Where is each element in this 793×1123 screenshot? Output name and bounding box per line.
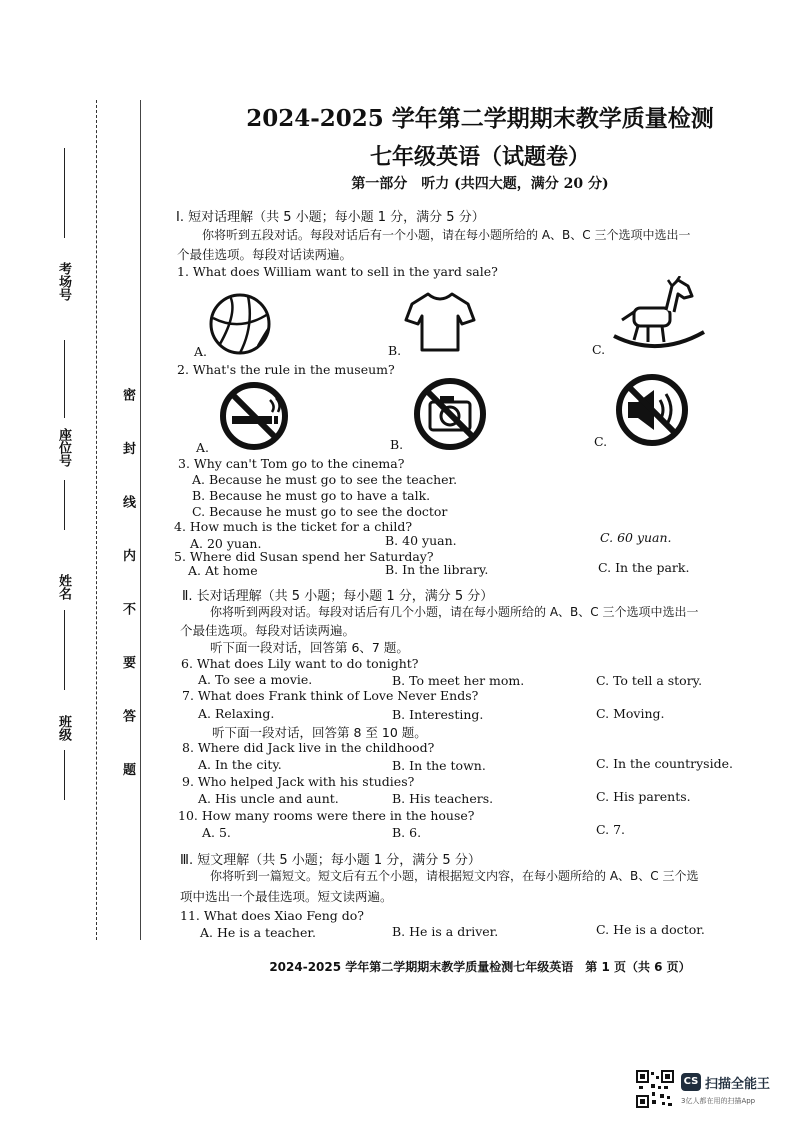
q10-option-c: C. 7. [596,822,625,837]
q11-option-a: A. He is a teacher. [200,925,316,940]
question-8: 8. Where did Jack live in the childhood? [182,740,435,755]
exam-subtitle: 七年级英语（试题卷） [369,144,590,170]
name-label: 姓名 [56,574,71,600]
binding-solid-line-left [140,100,142,940]
q6-option-c: C. To tell a story. [596,673,703,688]
section2-lead-2: 听下面一段对话，回答第 8 至 10 题。 [212,725,427,740]
page-footer: 2024-2025 学年第二学期期末教学质量检测七年级英语 第 1 页（共 6 页） [269,960,691,974]
q4-option-c: C. 60 yuan. [600,530,672,545]
question-2: 2. What's the rule in the museum? [177,362,395,377]
section1-heading: Ⅰ. 短对话理解（共 5 小题；每小题 1 分，满分 5 分） [176,210,485,225]
q1-option-c: C. [592,342,606,357]
q5-option-b: B. In the library. [385,562,489,577]
scanner-name: 扫描全能王 [705,1077,771,1092]
question-11: 11. What does Xiao Feng do? [180,908,365,923]
exam-title: 2024-2025 学年第二学期期末教学质量检测 [246,105,714,132]
scanner-logo-text: CS [683,1076,699,1087]
section1-instruction-1: 你将听到五段对话。每段对话后有一个小题，请在每小题所给的 A、B、C 三个选项中选出一 [202,228,691,242]
exam-room-label: 考场号 [56,262,71,301]
q2-option-c: C. [594,434,608,449]
q1-option-a: A. [194,344,208,359]
name-blank [64,610,65,690]
question-4: 4. How much is the ticket for a child? [174,519,413,534]
qr-code [636,1070,674,1112]
no-smoking-icon [218,380,290,452]
seat-no-label: 座位号 [56,428,71,467]
section3-heading: Ⅲ. 短文理解（共 5 小题；每小题 1 分，满分 5 分） [180,853,481,868]
section2-heading: Ⅱ. 长对话理解（共 5 小题；每小题 1 分，满分 5 分） [182,589,494,604]
section2-instruction-1: 你将听到两段对话。每段对话后有几个小题，请在每小题所给的 A、B、C 三个选项中选出一 [210,605,699,619]
seat-no-blank-2 [64,480,65,530]
q11-option-c: C. He is a doctor. [596,922,705,937]
class-blank [64,750,65,800]
binding-dashed-line [96,100,98,940]
exam-room-blank [64,148,65,238]
q6-option-b: B. To meet her mom. [392,673,525,688]
q7-option-c: C. Moving. [596,706,665,721]
q9-option-c: C. His parents. [596,789,691,804]
q10-option-b: B. 6. [392,825,422,840]
q8-option-b: B. In the town. [392,758,486,773]
q8-option-a: A. In the city. [198,757,282,772]
q1-option-b: B. [388,343,402,358]
t-shirt-icon [404,290,476,354]
q3-option-a: A. Because he must go to see the teacher. [192,472,458,487]
q6-option-a: A. To see a movie. [198,672,313,687]
question-6: 6. What does Lily want to do tonight? [181,656,419,671]
seal-line-text: 密 封 线 内 不 要 答 题 [120,388,135,794]
q3-option-c: C. Because he must go to see the doctor [192,504,448,519]
question-9: 9. Who helped Jack with his studies? [182,774,415,789]
question-7: 7. What does Frank think of Love Never Ends? [182,688,479,703]
q9-option-a: A. His uncle and aunt. [198,791,339,806]
q5-option-c: C. In the park. [598,560,690,575]
q4-option-b: B. 40 yuan. [385,533,457,548]
q7-option-a: A. Relaxing. [198,706,275,721]
section2-instruction-2: 个最佳选项。每段对话读两遍。 [180,623,356,638]
scanner-logo [681,1073,701,1091]
question-1: 1. What does William want to sell in the yard sale? [177,264,498,279]
section3-instruction-1: 你将听到一篇短文。短文后有五个小题，请根据短文内容，在每小题所给的 A、B、C 三个选 [210,869,699,883]
q3-option-b: B. Because he must go to have a talk. [192,488,431,503]
q10-option-a: A. 5. [202,825,231,840]
scanner-tagline: 3亿人都在用的扫描App [681,1097,756,1105]
no-camera-icon [412,376,488,452]
section1-instruction-2: 个最佳选项。每段对话读两遍。 [177,247,353,262]
part-heading: 第一部分 听力 (共四大题，满分 20 分) [351,176,609,192]
question-3: 3. Why can't Tom go to the cinema? [178,456,405,471]
q4-option-a: A. 20 yuan. [190,536,262,551]
question-10: 10. How many rooms were there in the house? [178,808,475,823]
section3-instruction-2: 项中选出一个最佳选项。短文读两遍。 [180,889,393,904]
rocking-horse-icon [608,276,708,352]
seat-no-blank [64,340,65,418]
section2-lead-1: 听下面一段对话，回答第 6、7 题。 [210,640,409,655]
class-label: 班级 [56,715,71,741]
basketball-icon [208,292,272,356]
q8-option-c: C. In the countryside. [596,756,733,771]
no-sound-icon [614,372,690,448]
q2-option-b: B. [390,437,404,452]
q2-option-a: A. [196,440,210,455]
question-5: 5. Where did Susan spend her Saturday? [174,549,434,564]
q11-option-b: B. He is a driver. [392,924,499,939]
q7-option-b: B. Interesting. [392,707,484,722]
q9-option-b: B. His teachers. [392,791,494,806]
q5-option-a: A. At home [188,563,258,578]
